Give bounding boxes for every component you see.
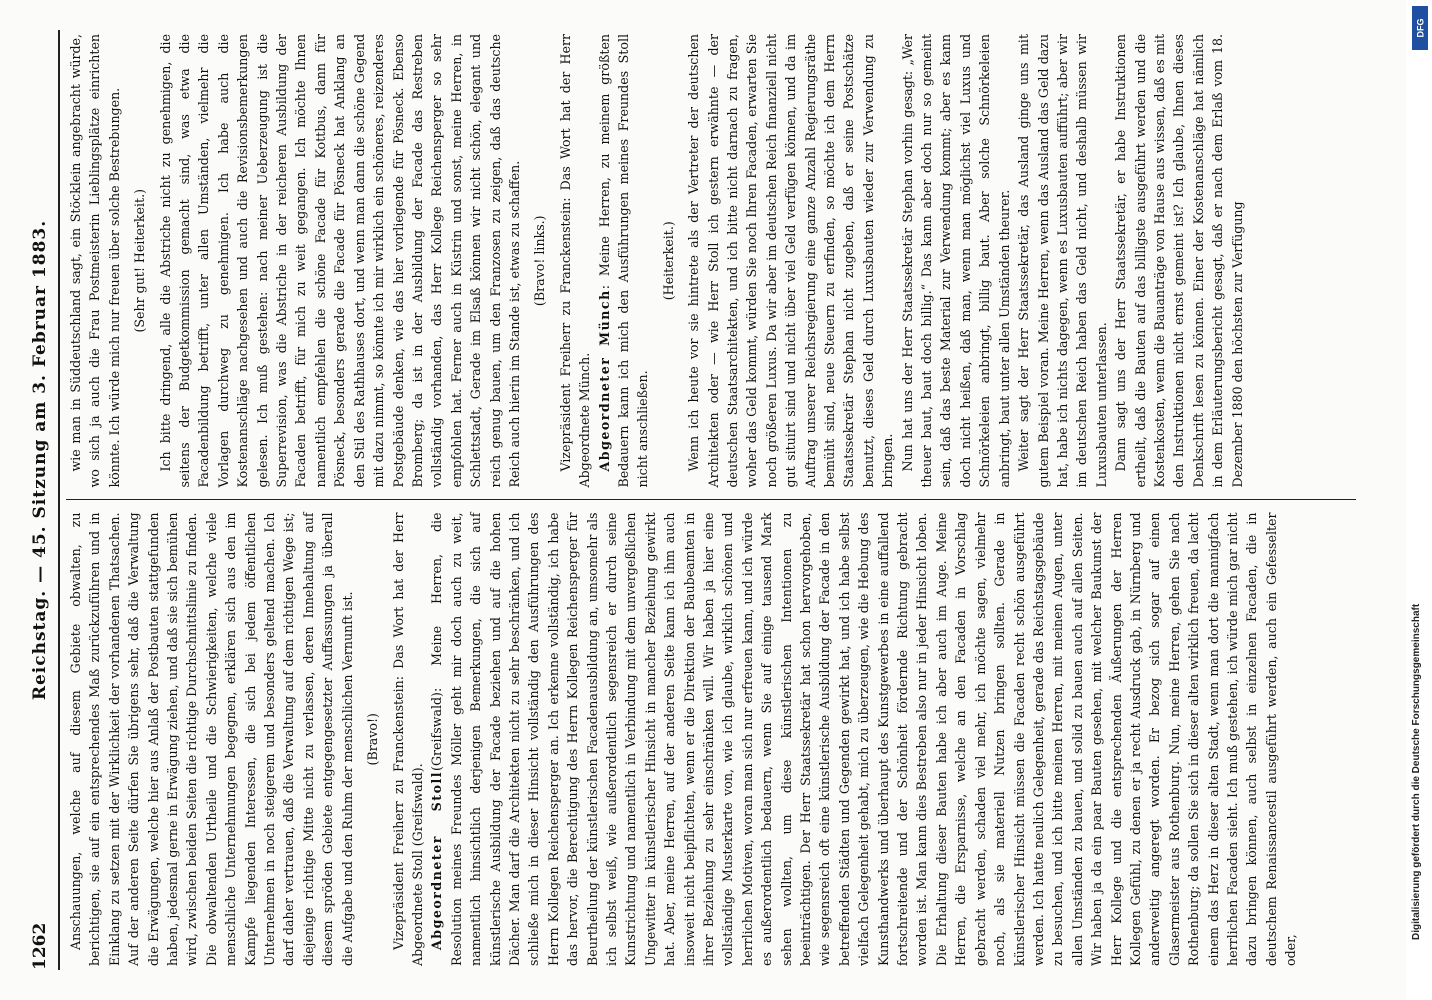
paragraph: Weiter sagt der Herr Staatssekretär, das Ausland ginge uns mit gutem Beispiel voran. Meine Herren, wenn das Ausland das Geld dazu hat, habe ich nichts dagegen, wenn es Luxusbauten aufführt; aber wir im deutschen Reich haben das Geld nicht, und deshalb müssen wir Luxusbauten unterlassen. <box>1016 33 1109 488</box>
paragraph: Vizepräsident Freiherr zu Franckenstein: Das Wort hat der Herr Abgeordnete Münch. <box>557 33 593 488</box>
left-column <box>66 508 1356 970</box>
speaker-name: Abgeordneter Münch <box>596 289 612 472</box>
page-header <box>22 30 60 970</box>
paragraph: Nun hat uns der Herr Staatssekretär Stephan vorhin gesagt: „Wer theuer baut, baut doch billig.“ Das kann aber doch nur so gemeint sein, daß das beste Material zur Verwendung kommt; aber es kann doch nicht heißen, daß man, wenn man möglichst viel Luxus und Schnörkeleien anbringt, billig baut. Aber solche Schnörkeleien anbringt, baut unter allen Umständen theurer. <box>899 33 1012 488</box>
paragraph: Vizepräsident Freiherr zu Franckenstein: Das Wort hat der Herr Abgeordnete Stoll (Greifswald). <box>390 512 425 966</box>
right-column <box>66 30 1356 492</box>
paragraph: wie man in Süddeutschland sagt, ein Stöcklein angebracht würde, wo sich ja auch die Frau Postmeisterin Lieblingsplätze einrichten könnte. Ich würde mich nur freuen über solche Bestrebungen. <box>68 33 122 488</box>
paragraph: Ich bitte dringend, alle die Abstriche nicht zu genehmigen, die seitens der Budgetkommission gemacht sind, was etwa die Facadenbildung betrifft, unter allen Umständen, vielmehr die Vorlagen durchweg zu genehmigen. Ich habe auch die Kostenanschläge nachgesehen und auch die Revisionsbemerkungen gelesen. Ich muß gestehen: nach meiner Ueberzeugung ist die Superrevision, was die Abstriche in der reicheren Ausbildung der Facaden betrifft, für mich zu weit gegangen. Ich möchte Ihnen namentlich empfehlen die schöne Facade für Kottbus, dann für Pösneck, besonders gerade die Facade für Pösneck hat Anklang an den Stil des Rathhauses dort, und wenn man dann die schöne Gegend mit dazu nimmt, so könnte ich mir wirklich ein schöneres, reizenderes Postgebäude denken, wie das hier vorliegende für Pösneck. Ebenso Bromberg; da ist in der Ausbildung der Facade das Restreben vollständig vorhanden, das Herr Kollege Reichensperger so sehr empfohlen hat. Ferner auch in Küstrin und sonst, meine Herren, in Schlettstadt, Gerade im Elsaß können wir nicht schön, elegant und reich genug bauen, um den Franzosen zu zeigen, daß das deutsche Reich auch hierin im Stande ist, etwas zu schaffen. <box>157 33 522 488</box>
interjection: (Bravo!) <box>365 713 381 766</box>
dfg-logo: DFG <box>1412 6 1428 50</box>
interjection: (Sehr gut! Heiterkeit.) <box>132 188 148 333</box>
paragraph: Anschauungen, welche auf diesem Gebiete obwalten, zu berichtigen, sie auf ein entsprechendes Maß zurückzuführen und in Einklang zu setzen mit der Wirklichkeit der vorhandenen Thatsachen. Auf der anderen Seite dürfen Sie übrigens sehr, daß die Verwaltung die Erwägungen, welche hier aus Anlaß der Postbauten stattgefunden haben, jedesmal gerne in Erwägung ziehen, und daß sie sich bemühen wird, zwischen beiden Seiten die richtige Durchschnittslinie zu finden. Die obwaltenden Urtheile und die Schwierigkeiten, welche viele menschliche Unternehmungen begegnen, erklären sich aus den im Kampfe liegenden Interessen, die sich bei jedem öffentlichen Unternehmen in noch steigerem und besonders geltend machen. Ich darf daher vertrauen, daß die Verwaltung auf dem richtigen Wege ist; diejenige richtige Mitte nicht zu verlassen, deren Innehaltung auf diesem spröden Gebiete entgegengesetzter Auffassungen ja überall die Aufgabe und den Ruhm der menschlichen Vernunft ist. <box>68 512 355 966</box>
interjection: (Heiterkeit.) <box>660 221 676 301</box>
speech-text: (Greifswald): Meine Herren, die Resolution meines Freundes Möller geht mir doch auch zu weit, namentlich hinsichtlich derjenigen Bemerkungen, die sich auf künstlerische Ausbildung der Facade beziehen und auf die hohen Dächer. Man darf die Architekten nicht zu sehr beschränken, und ich schließe mich in dieser Hinsicht vollständig den Ausführungen des Herrn Kollegen Reichensperger an. Ich erkenne vollständig, ich habe das hervor, die Berechtigung des Herrn Kollegen Reichensperger für Beurtheilung der künstlerischen Facadenausbildung an, umsomehr als ich selbst weiß, wie außerordentlich segensreich er durch seine Kunstrichtung und namentlich in Verbindung mit dem unvergeßlichen Ungewitter in künstlerischer Hinsicht in mancher Beziehung gewirkt hat. Aber, meine Herren, auf der anderen Seite kann ich ihm auch insoweit nicht beipflichten, wenn er die Direktion der Baubeamten in ihrer Beziehung zu sehr einschränken will. Wir haben ja hier eine vollständige Musterkarte von, wie ich glaube, wirklich schönen und herrlichen Motiven, woran man sich nur erfreuen kann, und ich würde es außerordentlich bedauern, wenn Sie auf einige tausend Mark sehen wollten, um diese künstlerischen Intentionen zu beeinträchtigen. Der Herr Staatssekretär hat schon hervorgehoben, wie segensreich oft eine künstlerische Ausbildung der Facade in den betreffenden Städten und Gegenden gewirkt hat, und ich habe selbst vielfach Gelegenheit gehabt, mich zu überzeugen, wie die Hebung des Kunsthandwerks und überhaupt des Kunstgewerbes in eine auffallend fortschreitende und der Schönheit fördernde Richtung gebracht worden ist. Man kann dies Bestreben also nur in jeder Hinsicht loben. Die Erhaltung dieser Bauten habe ich aber auch im Auge. Meine Herren, die Ersparnisse, welche an den Facaden in Vorschlag gebracht werden, schaden viel mehr, ich möchte sagen, vielmehr noch, als sie materiell Nutzen bringen sollten. Gerade in künstlerischer Hinsicht müssen die Facaden recht schön ausgeführt werden. Ich hatte neulich Gelegenheit, gerade das Reichstagsgebäude zu besuchen, und ich bitte meinen Herren, mit meinen Augen, unter allen Umständen zu bauen, und solid zu bauen auch auf allen Seiten. Wir haben ja da ein paar Bauten gesehen, mit welcher Baukunst der Herr Kollege und die entsprechenden Äußerungen der Herren Kollegen Gefühl, zu denen er ja recht Ausdruck gab, in Nürnberg und anderweitig angeregt worden. Er bezog sich sogar auf einen Glasermeister aus Rothenburg. Nun, meine Herren, gehen Sie nach Rothenburg; da sollen Sie sich in dieser alten wirklich freuen, da lacht einem das Herz in dieser alten Stadt, wenn man dort die mannigfach herrlichen Facaden sieht. Ich muß gestehen, ich würde mich gar nicht dazu bringen können, auch selbst in einzelnen Facaden, die in deutschem Renaissancestil ausgeführt werden, auch ein Gefesselter oder, <box>429 512 1299 966</box>
paragraph: Wenn ich heute vor sie hintrete als der Vertreter der deutschen Architekten oder — wie Herr Stoll ich gestern erwähnte — der deutschen Staatsarchitekten, und ich bitte nicht darnach zu fragen, woher das Geld kommt, würden Sie noch Ihren Facaden, erwarten Sie noch größeren Luxus. Da wir aber im deutschen Reich finanziell nicht gut situirt sind und nicht über viel Geld verfügen können, und da im Auftrag unserer Reichsregierung eine ganze Anzahl Regierungsräthe bemüht sind, neue Steuern zu erfinden, so möchte ich dem Herrn Staatssekretär Stephan nicht zugeben, daß er seine Postschätze benutzt, dieses Geld durch Luxusbauten wieder zur Verwendung zu bringen. <box>686 33 896 488</box>
text-columns <box>66 30 1356 970</box>
digitization-credit: Digitalisierung gefördert durch die Deutsche Forschungsgemeinschaft <box>1411 603 1422 940</box>
running-title: Reichstag. — 45. Sitzung am 3. Februar 1883. <box>30 219 50 701</box>
interjection: (Bravo! links.) <box>532 215 548 307</box>
speaker-name: Abgeordneter Stoll <box>429 770 445 950</box>
column-rule <box>66 500 1356 501</box>
speech-paragraph <box>595 34 653 488</box>
paragraph: Dann sagt uns der Herr Staatssekretär, er habe Instruktionen ertheilt, daß die Bauten auf das billigste ausgeführt werden und die Kostenkosten, wenn die Bauanträge von Hause aus wissen, daß es mit den Instruktionen nicht ernst gemeint ist? Ich glaube, Ihnen dieses Denkschrift lesen zu können. Einer der Kostenanschläge hat nämlich in dem Erläuterungsbericht gesagt, daß er nach dem Erlaß vom 18. Dezember 1880 den höchsten zur Verfügung <box>1113 33 1245 488</box>
speech-text: : Meine Herren, zu meinem größten Bedauern kann ich mich den Ausführungen meines Freundes Stoll nicht anschließen. <box>596 33 651 488</box>
page-number: 1262 <box>30 922 50 970</box>
speech-paragraph <box>427 512 1300 966</box>
